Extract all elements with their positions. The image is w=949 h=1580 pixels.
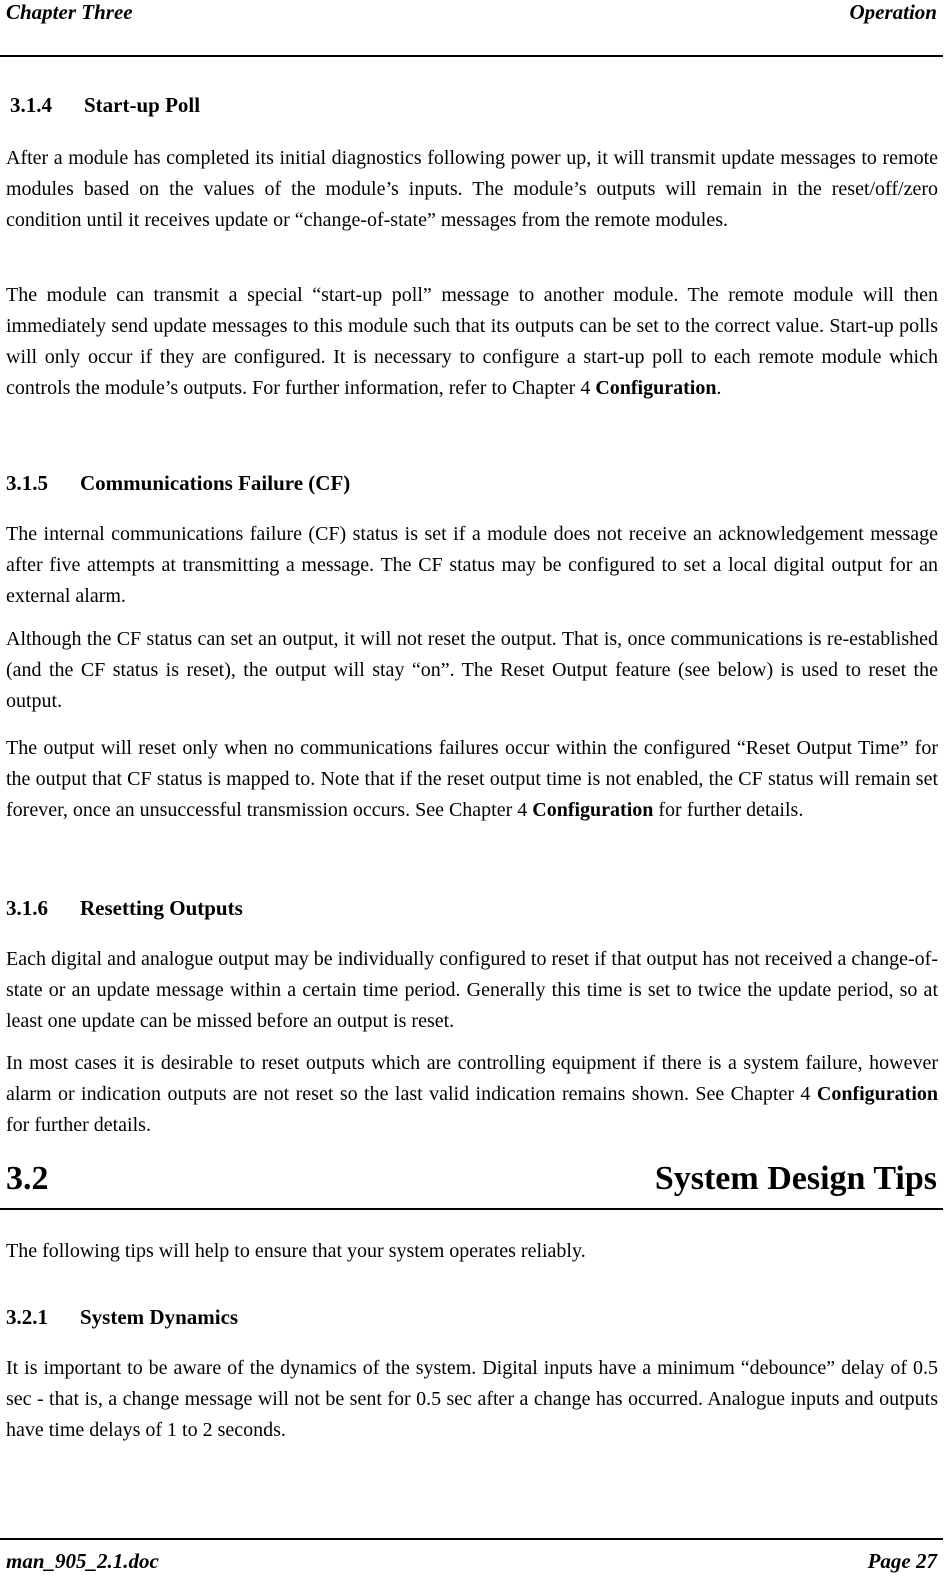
paragraph-reset-2: [6, 1048, 938, 1141]
paragraph-end: for further details.: [6, 1114, 151, 1136]
paragraph-end: .: [716, 377, 722, 399]
paragraph-text: In most cases it is desirable to reset outputs which are controlling equipment if there is a system failure, however alarm or indication outputs are not reset so the last valid indication remains shown. See Chapter 4: [6, 1052, 938, 1105]
paragraph-cf-2: Although the CF status can set an output, it will not reset the output. That is, once communications is re-established (and the CF status is reset), the output will stay “on”. The Reset Output feature (see below) is used to reset the output.: [6, 628, 938, 712]
footer-page-number: Page 27: [867, 1549, 937, 1573]
paragraph-end: for further details.: [653, 799, 804, 821]
section-rule: [0, 1208, 943, 1210]
heading-number: 3.1.4: [10, 93, 52, 117]
heading-3-2-1: [6, 1304, 238, 1330]
heading-number: 3.1.6: [6, 896, 48, 920]
configuration-ref: Configuration: [816, 1083, 938, 1105]
heading-title: System Dynamics: [80, 1305, 239, 1329]
paragraph-cf-1: The internal communications failure (CF) status is set if a module does not receive an acknowledgement message after five attempts at transmitting a message. The CF status may be configured to set a local digital output for an external alarm.: [6, 523, 938, 607]
configuration-ref: Configuration: [532, 799, 654, 821]
header-section: Operation: [849, 0, 937, 24]
heading-title: Start-up Poll: [84, 93, 201, 117]
heading-3-1-5: [6, 470, 350, 496]
footer-rule: [0, 1538, 943, 1540]
header-rule: [0, 55, 943, 57]
paragraph-cf-3: [6, 733, 938, 826]
header-chapter: Chapter Three: [6, 0, 133, 24]
heading-3-1-4: [10, 92, 200, 118]
heading-title: Resetting Outputs: [80, 896, 243, 920]
heading-number: 3.2.1: [6, 1305, 48, 1329]
paragraph-design-tips: The following tips will help to ensure that your system operates reliably.: [6, 1240, 586, 1262]
paragraph-text: The output will reset only when no communications failures occur within the configured “Reset Output Time” for the output that CF status is mapped to. Note that if the reset output time is not enabled, the CF status will remain set forever, once an unsuccessful transmission occurs. See Chapter 4: [6, 737, 938, 821]
configuration-ref: Configuration: [595, 377, 717, 399]
heading-3-1-6: [6, 895, 243, 921]
heading-number: 3.1.5: [6, 471, 48, 495]
paragraph-text: The module can transmit a special “start-up poll” message to another module. The remote module will then immediately send update messages to this module such that its outputs can be set to the correct value. Start-up polls will only occur if they are configured. It is necessary to configure a start-up poll to each remote module which controls the module’s outputs. For further information, refer to Chapter 4: [6, 284, 938, 399]
paragraph-start-up-poll-2: [6, 280, 938, 404]
heading-3-2-number: 3.2: [6, 1160, 49, 1197]
heading-title: Communications Failure (CF): [80, 471, 351, 495]
paragraph-system-dynamics: It is important to be aware of the dynamics of the system. Digital inputs have a minimum “debounce” delay of 0.5 sec - that is, a change message will not be sent for 0.5 sec after a change has occurred. Analogue inputs and outputs have time delays of 1 to 2 seconds.: [6, 1357, 938, 1441]
paragraph-reset-1: Each digital and analogue output may be individually configured to reset if that output has not received a change-of-state or an update message within a certain time period. Generally this time is set to twice the update period, so at least one update can be missed before an output is reset.: [6, 948, 938, 1032]
paragraph-start-up-poll-1: After a module has completed its initial diagnostics following power up, it will transmit update messages to remote modules based on the values of the module’s inputs. The module’s outputs will remain in the reset/off/zero condition until it receives update or “change-of-state” messages from the remote modules.: [6, 147, 938, 231]
heading-3-2-title: System Design Tips: [654, 1160, 937, 1197]
footer-doc-name: man_905_2.1.doc: [6, 1549, 159, 1573]
